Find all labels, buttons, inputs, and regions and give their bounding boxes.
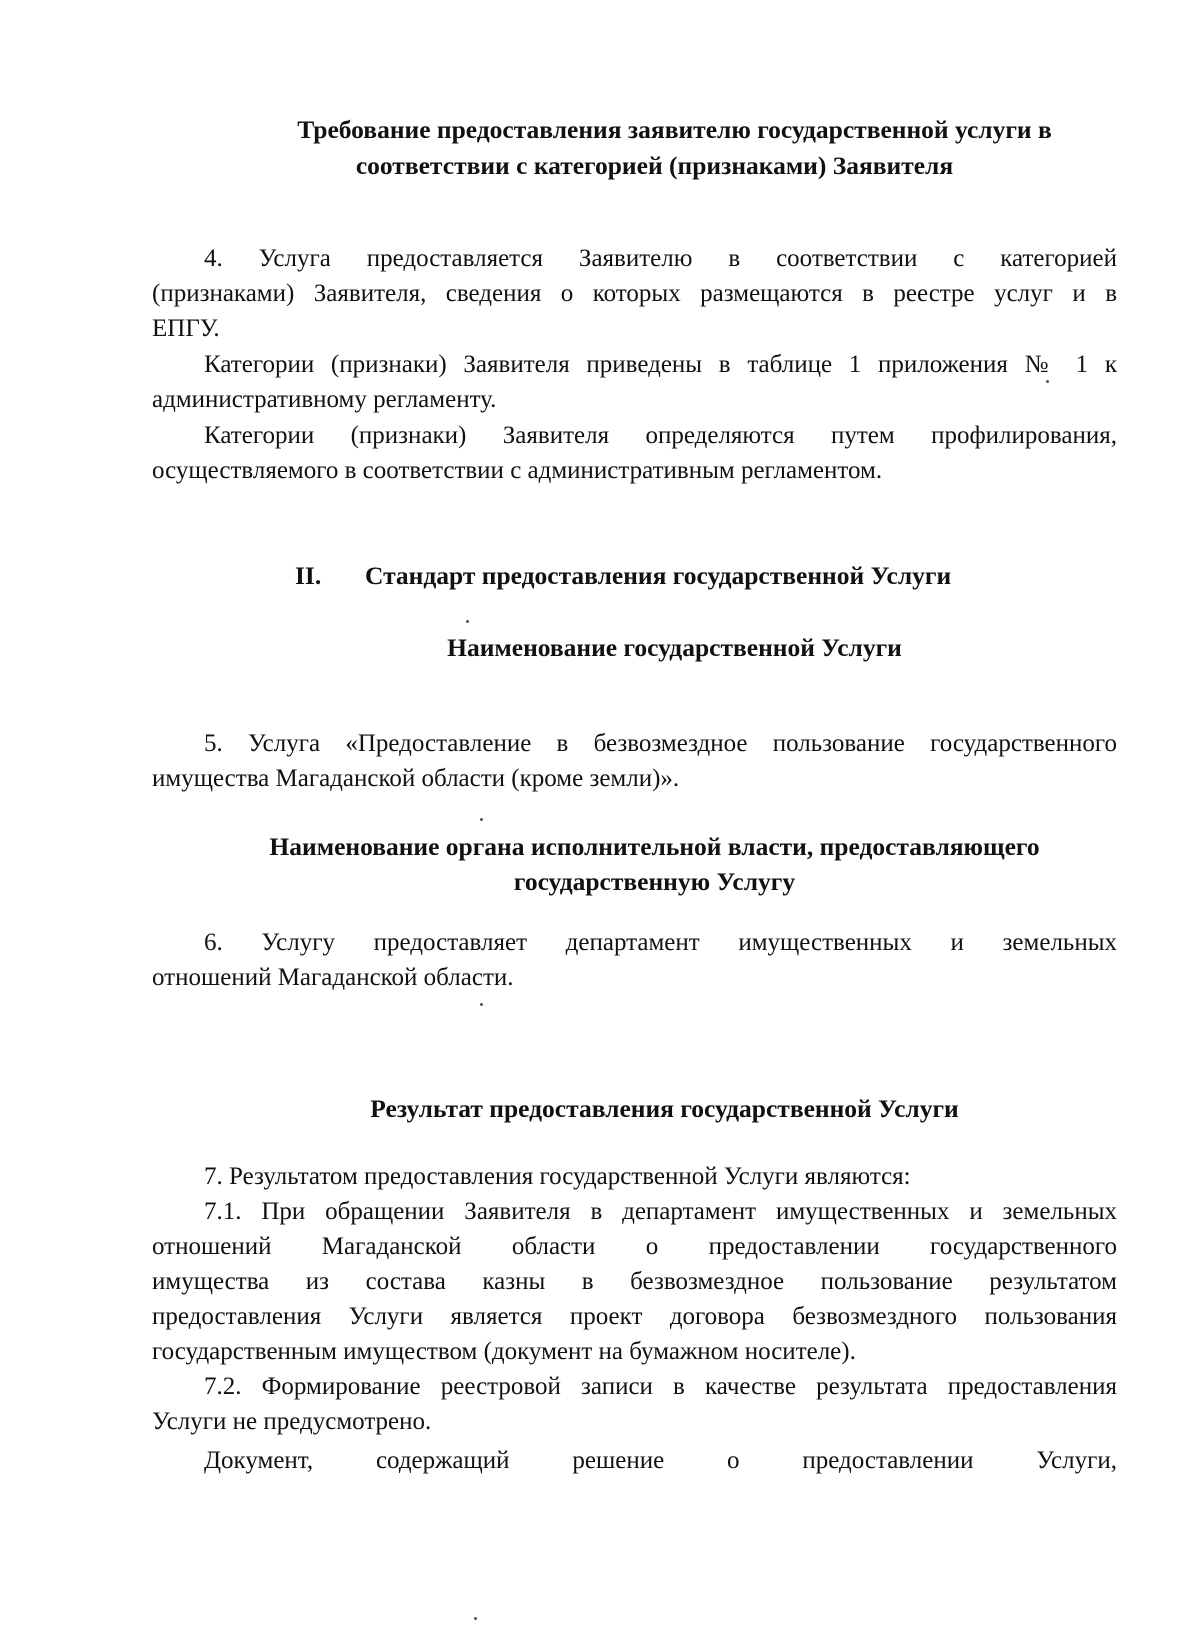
paragraph-line: 7. Результатом предоставления государственной Услуги являются:	[204, 1163, 911, 1190]
section-title: Стандарт предоставления государственной Услуги	[365, 561, 952, 590]
section-heading-name	[152, 630, 1157, 665]
paragraph-line: Услуги не предусмотрено.	[152, 1408, 432, 1435]
paragraph-line: осуществляемого в соответствии с административным регламентом.	[152, 457, 883, 484]
paragraph-line: отношений Магаданской области о предоставлении государственного	[152, 1233, 1117, 1260]
paragraph-document	[152, 1443, 1117, 1478]
scan-speck	[466, 620, 469, 623]
heading-text: Наименование государственной Услуги	[447, 633, 902, 662]
paragraph-line: 4. Услуга предоставляется Заявителю в соответствии с категорией	[204, 245, 1117, 272]
paragraph-line: (признаками) Заявителя, сведения о которых размещаются в реестре услуг и в	[152, 280, 1117, 307]
paragraph-line: 7.1. При обращении Заявителя в департамент имущественных и земельных	[204, 1198, 1117, 1225]
paragraph-line: имущества из состава казны в безвозмездное пользование результатом	[152, 1268, 1117, 1295]
paragraph-line: отношений Магаданской области.	[152, 964, 514, 991]
heading-line: Наименование органа исполнительной власти, предоставляющего	[269, 832, 1040, 861]
paragraph-7-2	[152, 1369, 1117, 1439]
paragraph-5	[152, 726, 1117, 796]
scan-speck	[480, 1003, 483, 1006]
paragraph-7	[152, 1159, 1117, 1194]
section-number: II.	[295, 561, 322, 590]
section-heading-standard	[295, 558, 1055, 593]
paragraph-line: административному регламенту.	[152, 386, 497, 413]
scan-speck	[1046, 380, 1049, 383]
heading-line: Требование предоставления заявителю государственной услуги в	[297, 115, 1052, 144]
paragraph-line: государственным имуществом (документ на бумажном носителе).	[152, 1338, 856, 1365]
paragraph-line: Категории (признаки) Заявителя приведены в таблице 1 приложения № 1 к	[204, 351, 1117, 378]
paragraph-7-1	[152, 1194, 1117, 1369]
scan-speck	[474, 1617, 477, 1620]
paragraph-line: 5. Услуга «Предоставление в безвозмездное пользование государственного	[204, 730, 1117, 757]
paragraph-line: Документ, содержащий решение о предоставлении Услуги,	[204, 1447, 1117, 1474]
section-heading-result	[152, 1091, 1147, 1126]
paragraph-categories-profiling	[152, 418, 1117, 488]
heading-line: соответствии с категорией (признаками) Заявителя	[355, 151, 954, 180]
section-heading-requirement	[152, 112, 1117, 184]
scan-speck	[480, 818, 483, 821]
paragraph-4	[152, 241, 1117, 346]
paragraph-line: предоставления Услуги является проект договора безвозмездного пользования	[152, 1303, 1117, 1330]
heading-line: государственную Услугу	[513, 867, 796, 896]
paragraph-line: 6. Услугу предоставляет департамент имущественных и земельных	[204, 929, 1117, 956]
paragraph-6	[152, 925, 1117, 995]
section-heading-authority	[152, 829, 1137, 899]
paragraph-line: 7.2. Формирование реестровой записи в качестве результата предоставления	[204, 1373, 1117, 1400]
paragraph-line: ЕПГУ.	[152, 315, 220, 342]
paragraph-line: Категории (признаки) Заявителя определяются путем профилирования,	[204, 422, 1117, 449]
heading-text: Результат предоставления государственной Услуги	[370, 1094, 959, 1123]
paragraph-line: имущества Магаданской области (кроме земли)».	[152, 765, 680, 792]
paragraph-categories-table	[152, 347, 1117, 417]
